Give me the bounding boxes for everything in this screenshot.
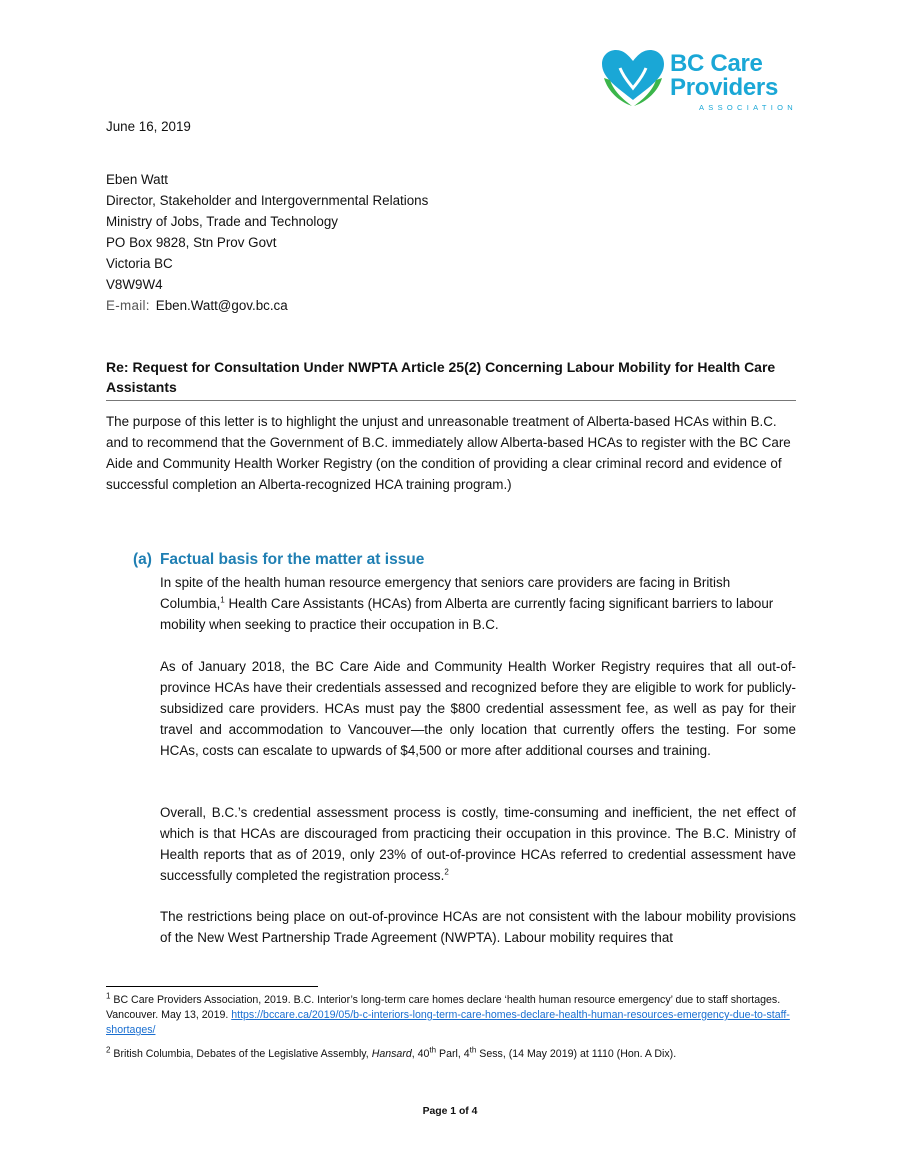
footnote-2-text-b: , 40 (411, 1048, 430, 1060)
subject-divider (106, 400, 796, 401)
p1-text-b: Health Care Assistants (HCAs) from Alberta are currently facing significant barriers to labour mobility when seeking to practice their occupation in B.C. (160, 596, 774, 632)
footnote-1-text: BC Care Providers Association, 2019. B.C. Interior’s long-term care homes declare ‘health human resource emergency’ due to staff shortages. Vancouver. May 13, 2019. (106, 994, 781, 1021)
footnote-2-text-d: Sess, (14 May 2019) at 1110 (Hon. A Dix). (476, 1048, 677, 1060)
section-a-paragraph-2: As of January 2018, the BC Care Aide and Community Health Worker Registry requires that all out-of-province HCAs have their credentials assessed and recognized before they are eligible to work for publicly-subsidized care providers. HCAs must pay the $800 credential assessment fee, as well as pay for their travel and accommodation to Vancouver—the only location that currently offers the testing. For some HCAs, costs can escalate to upwards of $4,500 or more after additional courses and training. (160, 659, 796, 758)
recipient-address (106, 169, 428, 316)
p3-text: Overall, B.C.’s credential assessment process is costly, time-consuming and inefficient, the net effect of which is that HCAs are discouraged from practicing their occupation in this province. The B.C. Ministry of Health reports that as of 2019, only 23% of out-of-province HCAs referred to credential assessment have successfully completed the registration process. (160, 805, 796, 883)
footnote-2-sup-a: th (429, 1045, 437, 1055)
intro-paragraph: The purpose of this letter is to highlight the unjust and unreasonable treatment of Alberta-based HCAs within B.C. and to recommend that the Government of B.C. immediately allow Alberta-based HCAs to register with the BC Care Aide and Community Health Worker Registry (on the condition of providing a clear criminal record and evidence of successful completion an Alberta-recognized HCA training program.) (106, 414, 791, 492)
recipient-email-row (106, 295, 428, 316)
section-a-marker: (a) (133, 551, 152, 568)
footnote-1-number: 1 (106, 991, 111, 1001)
letter-date: June 16, 2019 (106, 119, 191, 134)
footnote-ref-2: 2 (444, 867, 449, 877)
section-a-title: Factual basis for the matter at issue (159, 551, 425, 568)
footnote-2-sup-b: th (469, 1045, 477, 1055)
footnote-2 (106, 1047, 796, 1062)
footnote-2-hansard: Hansard (371, 1048, 412, 1060)
heart-hands-icon (598, 48, 668, 110)
recipient-name: Eben Watt (106, 172, 169, 187)
bc-care-providers-logo (598, 48, 798, 118)
p1-text-a: In spite of the health human resource emergency that seniors care providers are facing in British Columbia, (160, 575, 731, 611)
section-a-paragraph-3 (160, 802, 796, 886)
footnote-2-number: 2 (106, 1045, 111, 1055)
footnote-divider (106, 986, 318, 987)
recipient-postal: V8W9W4 (106, 277, 163, 292)
footnote-ref-1: 1 (220, 595, 225, 605)
section-a-heading (133, 551, 424, 569)
footnote-2-text-c: Parl, 4 (436, 1048, 470, 1060)
recipient-email: Eben.Watt@gov.bc.ca (155, 298, 288, 313)
footnote-1-link[interactable]: https://bccare.ca/2019/05/b-c-interiors-long-term-care-homes-declare-health-human-resources-emergency-due-to-staff-shortages/ (106, 1009, 790, 1036)
footnote-1 (106, 993, 796, 1038)
email-label: E-mail: (106, 298, 150, 313)
recipient-city: Victoria BC (106, 256, 173, 271)
footnote-2-text-a: British Columbia, Debates of the Legislative Assembly, (110, 1048, 372, 1060)
section-a-paragraph-4: The restrictions being place on out-of-province HCAs are not consistent with the labour mobility provisions of the New West Partnership Trade Agreement (NWPTA). Labour mobility requires that (160, 909, 796, 945)
subject-line: Re: Request for Consultation Under NWPTA Article 25(2) Concerning Labour Mobility for Health Care Assistants (106, 359, 776, 395)
logo-text-line3: ASSOCIATION (699, 103, 798, 112)
recipient-ministry: Ministry of Jobs, Trade and Technology (106, 214, 338, 229)
recipient-po-box: PO Box 9828, Stn Prov Govt (106, 235, 277, 250)
section-a-paragraph-1 (160, 572, 796, 635)
logo-text-line2: Providers (670, 74, 779, 101)
logo-text-line1: BC Care (670, 50, 763, 77)
page-number: Page 1 of 4 (422, 1106, 478, 1117)
recipient-title: Director, Stakeholder and Intergovernmental Relations (106, 193, 429, 208)
